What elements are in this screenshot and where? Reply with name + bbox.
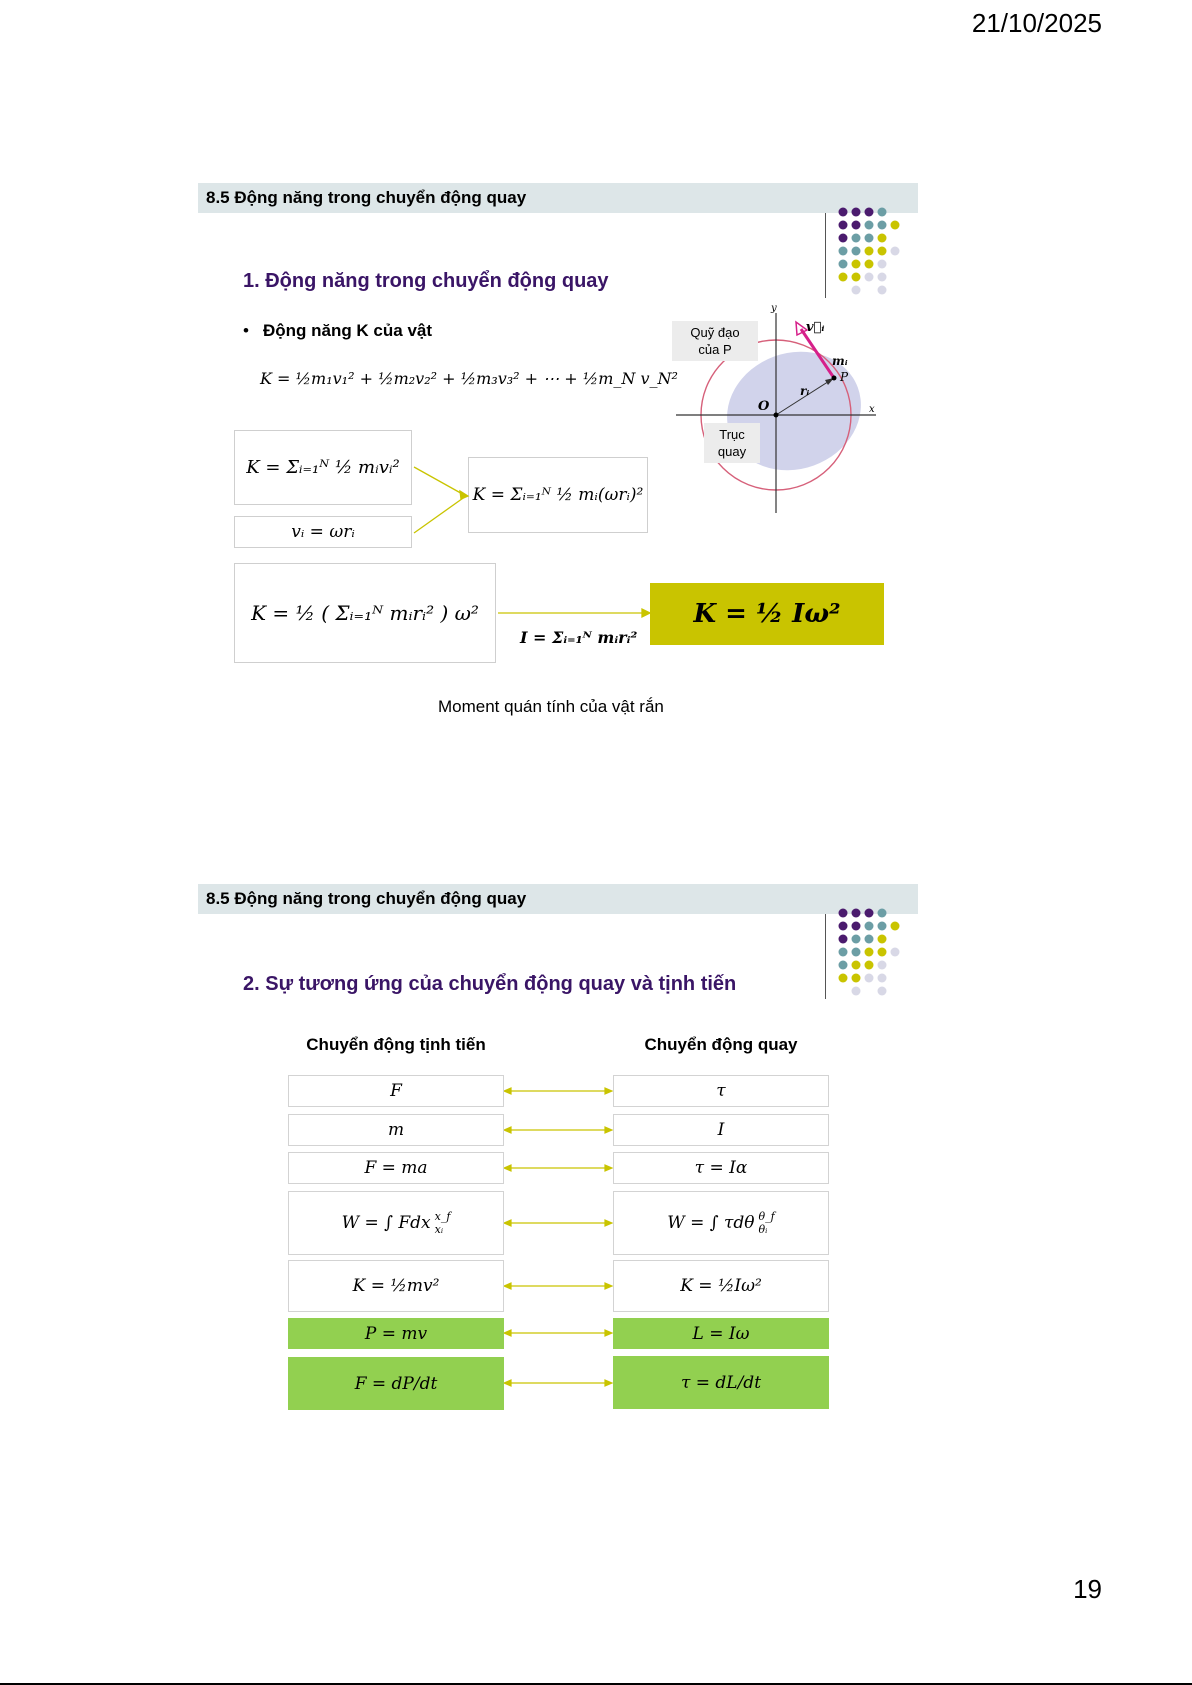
- label-x: x: [869, 404, 875, 415]
- row-formula: τ = dL/dt: [680, 1372, 762, 1393]
- label-m: mᵢ: [832, 354, 848, 368]
- row-formula: τ: [716, 1081, 726, 1101]
- integral-limits: [759, 1210, 775, 1236]
- axis-label-line1: Trục: [719, 427, 745, 442]
- table-row-right: [613, 1191, 829, 1255]
- result-highlight-box: [650, 583, 884, 645]
- table-row-left: [288, 1318, 504, 1349]
- row-formula: W = ∫ τdθ: [667, 1213, 755, 1233]
- row-formula: I: [717, 1120, 725, 1140]
- row-formula: K = ½Iω²: [680, 1276, 762, 1296]
- integral-limits: [435, 1210, 451, 1236]
- row-formula: L = Iω: [692, 1323, 750, 1344]
- slide-2: [198, 884, 920, 1464]
- row-formula: P = mv: [364, 1323, 428, 1344]
- label-r: rᵢ: [800, 384, 810, 398]
- row-formula: m: [387, 1120, 405, 1140]
- slide-header-title: 8.5 Động năng trong chuyển động quay: [206, 188, 527, 207]
- row-formula: F = ma: [364, 1158, 428, 1178]
- point-p: [832, 376, 837, 381]
- page-number: 19: [1073, 1574, 1102, 1604]
- formula-omega: K = Σᵢ₌₁ᴺ ½ mᵢ(ωrᵢ)²: [472, 485, 644, 505]
- row-formula: K = ½mv²: [352, 1276, 440, 1296]
- row-formula: τ = Iα: [694, 1158, 748, 1178]
- row-formula: W = ∫ Fdx: [341, 1213, 431, 1233]
- label-v: v⃗ᵢ: [806, 320, 825, 335]
- formula-sigma: K = Σᵢ₌₁ᴺ ½ mᵢvᵢ²: [246, 457, 400, 478]
- table-row-right: [613, 1318, 829, 1349]
- table-row-right: [613, 1075, 829, 1107]
- table-row-left: [288, 1357, 504, 1410]
- column-header-left: Chuyển động tịnh tiến: [306, 1035, 486, 1054]
- formula-velocity: vᵢ = ωrᵢ: [291, 522, 355, 542]
- orbit-label-line2: của P: [698, 342, 732, 357]
- table-row-left: [288, 1114, 504, 1146]
- integral-upper: θ_f: [758, 1210, 775, 1223]
- row-formula: F: [390, 1081, 402, 1101]
- table-row-left: [288, 1191, 504, 1255]
- table-row-right: [613, 1152, 829, 1184]
- formula-sum-expanded: K = ½m₁v₁² + ½m₂v₂² + ½m₃v₃² + ⋯ + ½m_N v_N²: [260, 369, 678, 388]
- rotation-diagram: [676, 303, 886, 533]
- row-formula: F = dP/dt: [354, 1373, 438, 1394]
- slide-header-title: 8.5 Động năng trong chuyển động quay: [206, 889, 527, 908]
- table-row-left: [288, 1075, 504, 1107]
- column-header-right: Chuyển động quay: [644, 1035, 798, 1054]
- label-y: y: [771, 303, 777, 314]
- bullet-text: Động năng K của vật: [262, 321, 433, 340]
- table-row-left: [288, 1152, 504, 1184]
- inertia-caption: Moment quán tính của vật rắn: [438, 697, 664, 716]
- slide-1: [198, 183, 920, 763]
- axis-label-line2: quay: [717, 444, 747, 459]
- formula-inertia: I = Σᵢ₌₁ᴺ mᵢrᵢ²: [520, 628, 638, 647]
- table-row-right: [613, 1356, 829, 1409]
- formula-result: K = ½ Iω²: [693, 599, 841, 629]
- section-heading: 2. Sự tương ứng của chuyển động quay và tịnh tiến: [243, 973, 737, 995]
- label-origin: O: [758, 399, 770, 414]
- integral-upper: x_f: [434, 1210, 451, 1223]
- table-row-right: [613, 1260, 829, 1312]
- table-row-right: [613, 1114, 829, 1146]
- date: 21/10/2025: [971, 8, 1102, 38]
- origin-point: [774, 413, 779, 418]
- table-row-left: [288, 1260, 504, 1312]
- formula-factored: K = ½ ( Σᵢ₌₁ᴺ mᵢrᵢ² ) ω²: [251, 601, 479, 625]
- bullet-icon: •: [243, 321, 249, 340]
- integral-lower: θᵢ: [758, 1223, 768, 1236]
- section-heading: 1. Động năng trong chuyển động quay: [243, 270, 609, 292]
- integral-lower: xᵢ: [434, 1223, 444, 1236]
- label-p: P: [840, 370, 849, 384]
- orbit-label-line1: Quỹ đạo: [690, 325, 740, 340]
